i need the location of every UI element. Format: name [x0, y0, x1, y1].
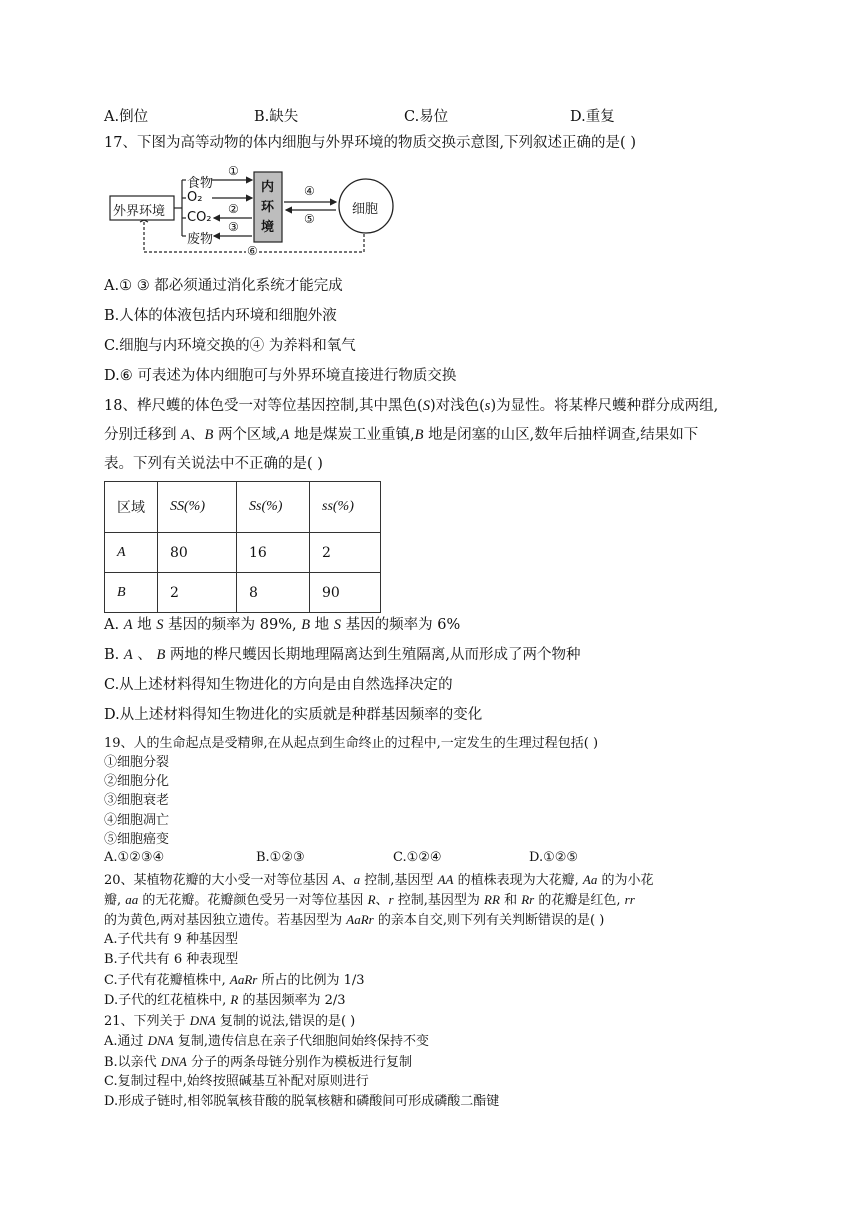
q18-genotype-table — [104, 481, 381, 613]
table-cell: 90 — [310, 573, 381, 613]
q18-option-b: B. A 、 B 两地的桦尺蠖因长期地理隔离达到生殖隔离,从而形成了两个物种 — [104, 647, 581, 663]
q19-option-b: B.①②③ — [256, 850, 305, 865]
q17-option-d: D.⑥ 可表述为体内细胞可与外界环境直接进行物质交换 — [104, 368, 457, 384]
q19-item-5: ⑤细胞癌变 — [104, 832, 170, 847]
q20-option-b: B.子代共有 6 种表现型 — [104, 952, 239, 967]
q17-stem: 17、下图为高等动物的体内细胞与外界环境的物质交换示意图,下列叙述正确的是( ) — [104, 135, 636, 151]
q17-exchange-diagram — [104, 162, 404, 262]
q16-option-c: C.易位 — [404, 109, 449, 125]
q21-option-a: A.通过 DNA 复制,遗传信息在亲子代细胞间始终保持不变 — [104, 1033, 429, 1049]
table-cell: B — [105, 573, 158, 613]
waste-label: 废物 — [187, 232, 214, 247]
q21-option-c: C.复制过程中,始终按照碱基互补配对原则进行 — [104, 1074, 369, 1089]
table-row — [105, 573, 381, 613]
q18-stem-line-3: 表。下列有关说法中不正确的是( ) — [104, 456, 323, 472]
header-region: 区域 — [105, 482, 158, 533]
q21-option-b: B.以亲代 DNA 分子的两条母链分别作为模板进行复制 — [104, 1054, 412, 1070]
q17-option-b: B.人体的体液包括内环境和细胞外液 — [104, 308, 337, 324]
q19-item-4: ④细胞凋亡 — [104, 813, 170, 828]
arrow-2-label: ② — [228, 202, 239, 216]
inner-environment-char-2: 环 — [261, 200, 275, 215]
table-cell: 2 — [310, 533, 381, 573]
q17-option-c: C.细胞与内环境交换的④ 为养料和氧气 — [104, 338, 356, 354]
q21-option-d: D.形成子链时,相邻脱氧核苷酸的脱氧核糖和磷酸间可形成磷酸二酯键 — [104, 1094, 500, 1109]
q19-option-c: C.①②④ — [393, 850, 442, 865]
q17-option-a: A.① ③ 都必须通过消化系统才能完成 — [104, 278, 343, 294]
header-ss-dominant: SS(%) — [158, 482, 237, 533]
q18-option-a: A. A 地 S 基因的频率为 89%, B 地 S 基因的频率为 6% — [104, 617, 461, 633]
q20-option-a: A.子代共有 9 种基因型 — [104, 932, 239, 947]
q19-item-1: ①细胞分裂 — [104, 755, 170, 770]
q18-stem-line-2: 分别迁移到 A、B 两个区域,A 地是煤炭工业重镇,B 地是闭塞的山区,数年后抽样调查,结果如下 — [104, 427, 699, 443]
table-cell: 80 — [158, 533, 237, 573]
table-row — [105, 533, 381, 573]
q18-stem-line-1: 18、桦尺蠖的体色受一对等位基因控制,其中黑色(S)对浅色(s)为显性。将某桦尺蠖种群分成两组, — [104, 398, 719, 414]
cell-label: 细胞 — [352, 202, 379, 217]
table-cell: 2 — [158, 573, 237, 613]
inner-environment-char-1: 内 — [261, 180, 275, 195]
q19-stem: 19、人的生命起点是受精卵,在从起点到生命终止的过程中,一定发生的生理过程包括( ) — [104, 736, 599, 751]
header-ss-recessive: ss(%) — [310, 482, 381, 533]
q18-option-c: C.从上述材料得知生物进化的方向是由自然选择决定的 — [104, 677, 453, 693]
food-label: 食物 — [187, 176, 214, 191]
table-header-row — [105, 482, 381, 533]
arrow-6-label: ⑥ — [247, 244, 258, 258]
q18-option-d: D.从上述材料得知生物进化的实质就是种群基因频率的变化 — [104, 707, 483, 723]
q20-stem-line-2: 瓣, aa 的无花瓣。花瓣颜色受另一对等位基因 R、r 控制,基因型为 RR 和 Rr 的花瓣是红色, rr — [104, 892, 635, 908]
q19-option-d: D.①②⑤ — [529, 850, 579, 865]
q20-option-c: C.子代有花瓣植株中, AaRr 所占的比例为 1/3 — [104, 972, 365, 988]
outer-environment-label: 外界环境 — [113, 204, 166, 219]
q16-option-b: B.缺失 — [254, 109, 299, 125]
q20-stem-line-3: 的为黄色,两对基因独立遗传。若基因型为 AaRr 的亲本自交,则下列有关判断错误的是( ) — [104, 912, 605, 928]
arrow-1-label: ① — [228, 164, 239, 178]
o2-label: O₂ — [187, 190, 203, 205]
q21-stem: 21、下列关于 DNA 复制的说法,错误的是( ) — [104, 1013, 356, 1029]
inner-environment-char-3: 境 — [261, 220, 275, 235]
arrow-5-label: ⑤ — [304, 212, 315, 226]
header-ss-hetero: Ss(%) — [237, 482, 310, 533]
arrow-3-label: ③ — [228, 220, 239, 234]
arrow-4-label: ④ — [304, 184, 315, 198]
table-cell: A — [105, 533, 158, 573]
q16-option-a: A.倒位 — [104, 109, 149, 125]
table-cell: 16 — [237, 533, 310, 573]
q20-option-d: D.子代的红花植株中, R 的基因频率为 2/3 — [104, 992, 346, 1008]
q16-option-d: D.重复 — [570, 109, 615, 125]
q19-option-a: A.①②③④ — [104, 850, 165, 865]
q20-stem-line-1: 20、某植物花瓣的大小受一对等位基因 A、a 控制,基因型 AA 的植株表现为大花瓣, Aa 的为小花 — [104, 872, 654, 888]
co2-label: CO₂ — [187, 210, 212, 225]
table-cell: 8 — [237, 573, 310, 613]
q19-item-3: ③细胞衰老 — [104, 793, 170, 808]
q19-item-2: ②细胞分化 — [104, 774, 170, 789]
